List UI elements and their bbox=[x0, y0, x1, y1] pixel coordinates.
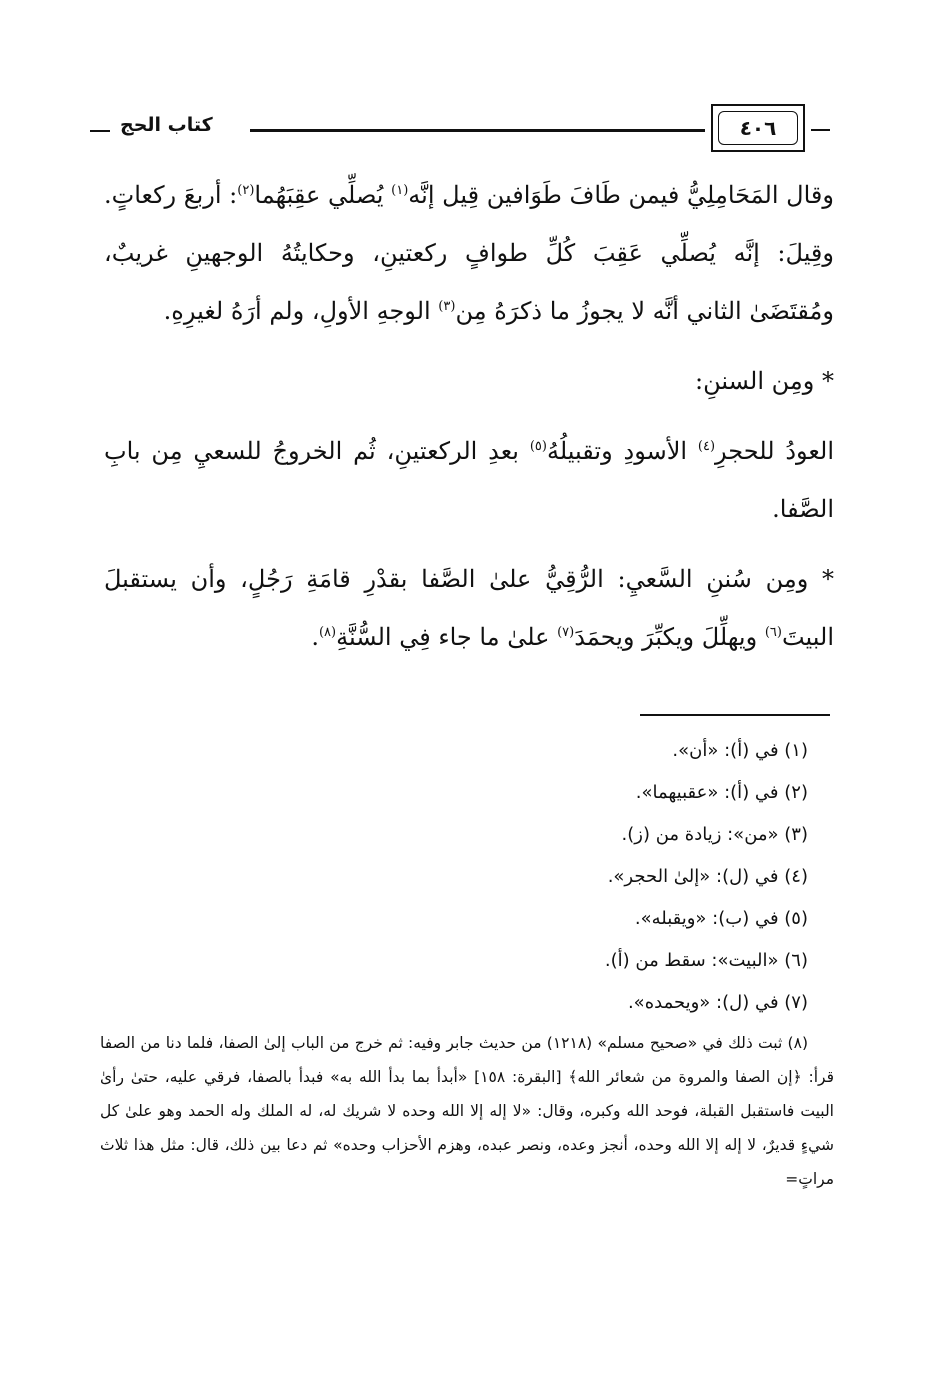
page-number: ٤٠٦ bbox=[739, 116, 777, 140]
text-span: الأسودِ وتقبيلُهُ bbox=[546, 437, 698, 465]
footnote-ref-1: (١) bbox=[391, 183, 409, 198]
footnote-ref-5: (٥) bbox=[529, 439, 547, 454]
text-span: وقال المَحَامِلِيُّ فيمن طَافَ طَوَافين قِيل إنَّه bbox=[408, 181, 834, 209]
text-span: ويهلِّلَ ويكبِّرَ ويحمَدَ bbox=[574, 623, 765, 651]
header-rule-left bbox=[90, 130, 110, 132]
footnote-ref-3: (٣) bbox=[438, 299, 456, 314]
footnote-8: (٨) ثبت ذلك في «صحيح مسلم» (١٢١٨) من حديث جابر وفيه: ثم خرج من الباب إلىٰ الصفا، فلما دنا من الصفا قرأ: ﴿إن الصفا والمروة من شعائر الله﴾ [البقرة: ١٥٨] «أبدأ بما بدأ الله به» فبدأ بالصفا، فرقي عليه، حتىٰ رأىٰ البيت فاستقبل القبلة، فوحد الله وكبره، وقال: «لا إله إلا الله وحده لا شريك له، له الملك وله الحمد وهو علىٰ كل شيءٍ قديرٌ، لا إله إلا الله وحده، أنجز وعده، ونصر عبده، وهزم الأحزاب وحده» ثم دعا بين ذلك، قال: مثل هذا ثلاث مراتٍ= bbox=[100, 1034, 834, 1188]
footnote-ref-7: (٧) bbox=[557, 625, 575, 640]
text-span: العودُ للحجرِ bbox=[715, 437, 834, 465]
footnote-3: (٣) «من»: زيادة من (ز). bbox=[621, 824, 808, 845]
footnote-separator bbox=[640, 714, 830, 716]
paragraph-sunan-heading: * ومِن السننِ: bbox=[695, 367, 834, 395]
text-span: * ومِن سُننِ السَّعيِ: الرُّقِيُّ علىٰ الصَّفا بقدْرِ قامَةِ رَجُلٍ، وأن يستقبلَ البيتَ bbox=[104, 565, 834, 651]
footnote-7: (٧) في (ل): «ويحمده». bbox=[627, 992, 808, 1013]
page-number-inner-frame bbox=[718, 111, 798, 145]
footnotes bbox=[100, 730, 834, 1196]
footnote-ref-4: (٤) bbox=[697, 439, 716, 454]
page-header bbox=[80, 100, 830, 160]
main-text bbox=[104, 166, 834, 666]
book-title: كتاب الحج bbox=[120, 114, 213, 136]
text-span: يُصلِّي عقِبَهُما bbox=[254, 181, 392, 209]
header-rule-right bbox=[811, 129, 830, 131]
footnote-4: (٤) في (ل): «إلىٰ الحجر». bbox=[607, 866, 808, 887]
footnote-ref-8: (٨) bbox=[318, 625, 337, 640]
paragraph-sunan-sai bbox=[104, 550, 834, 666]
text-span: : أربعَ ركعاتٍ. وقِيلَ: إنَّه يُصلِّي عَقِبَ كُلِّ طوافٍ ركعتينِ، وحكايتُهُ الوجهينِ غريبٌ، ومُقتَضَىٰ الثاني أنَّه لا يجوزُ ما ذكرَهُ مِن bbox=[104, 181, 834, 325]
footnote-ref-2: (٢) bbox=[237, 183, 255, 198]
paragraph-return-to-stone bbox=[104, 422, 834, 538]
footnote-6: (٦) «البيت»: سقط من (أ). bbox=[604, 950, 808, 971]
footnote-5: (٥) في (ب): «ويقبله». bbox=[634, 908, 808, 929]
text-span: . bbox=[311, 623, 319, 651]
text-span: الوجهِ الأولِ، ولم أرَهُ لغيرِهِ. bbox=[163, 297, 439, 325]
text-span: بعدِ الركعتينِ، ثُم الخروجُ للسعيِ مِن بابِ الصَّفا. bbox=[104, 437, 834, 523]
paragraph-mahamili bbox=[104, 166, 834, 340]
footnote-1: (١) في (أ): «أن». bbox=[672, 740, 808, 761]
page-number-frame bbox=[711, 104, 805, 152]
footnote-2: (٢) في (أ): «عقبيهما». bbox=[635, 782, 808, 803]
footnote-ref-6: (٦) bbox=[764, 625, 782, 640]
text-span: علىٰ ما جاء فِي السُّنَّةِ bbox=[336, 623, 558, 651]
header-rule bbox=[250, 129, 705, 132]
